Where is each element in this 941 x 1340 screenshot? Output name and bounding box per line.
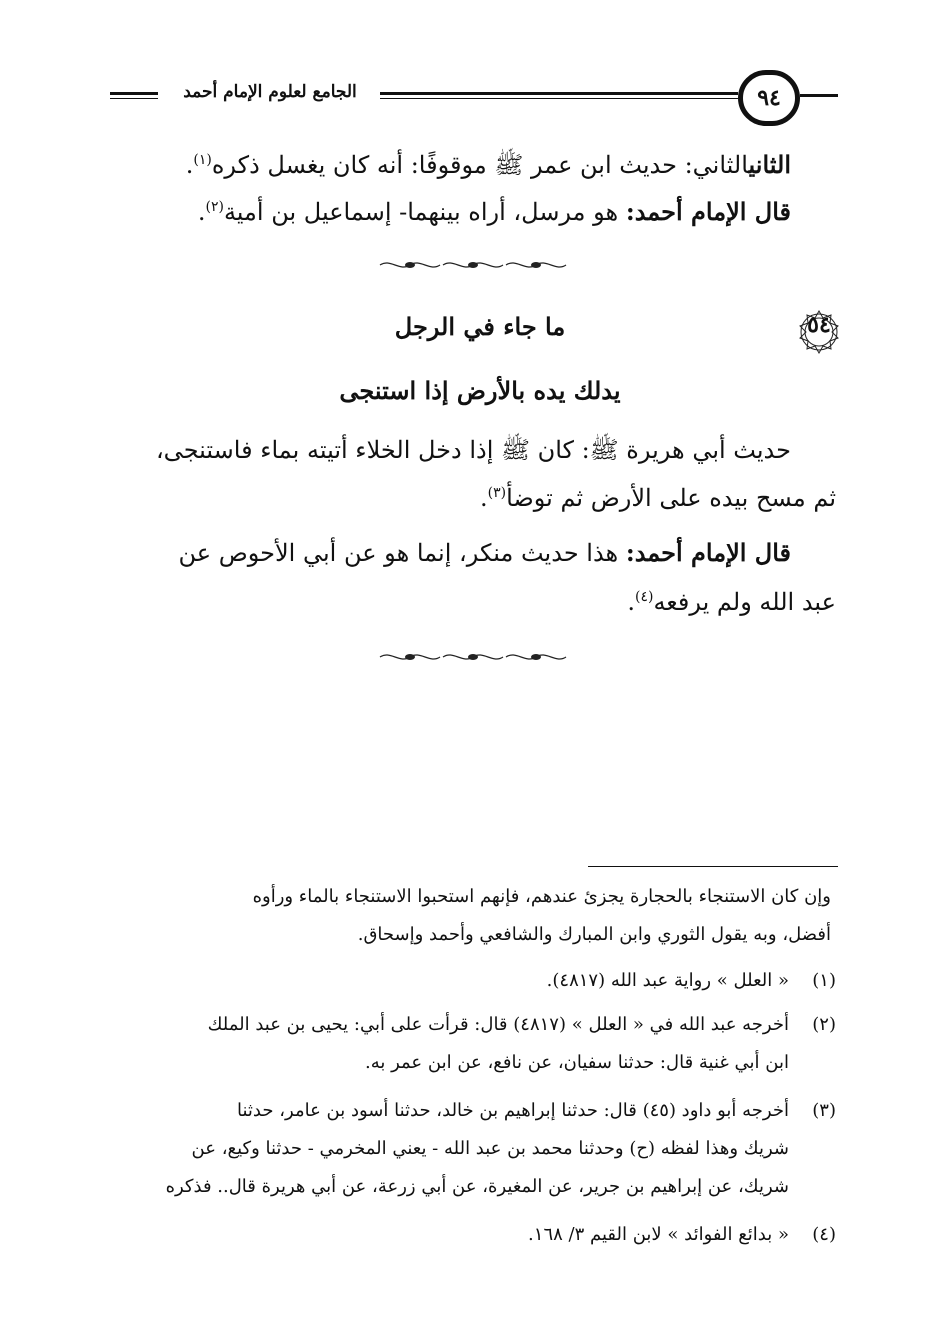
- para2-line1: قال الإمام أحمد: هذا حديث منكر، إنما هو عن أبي الأحوص عن: [178, 538, 791, 567]
- line2-text: هو مرسل، أراه بينهما- إسماعيل بن أمية: [223, 198, 626, 226]
- ref-2: (٢): [205, 199, 224, 215]
- ref-3: (٣): [487, 485, 507, 501]
- footnote-1: « العلل » رواية عبد الله (٤٨١٧).: [546, 970, 789, 991]
- footnote-number-4: (٤): [812, 1224, 836, 1245]
- footnote-3-line1: أخرجه أبو داود (٤٥) قال: حدثنا إبراهيم بن خالد، حدثنا أسود بن عامر، حدثنا: [236, 1100, 789, 1121]
- ref-1: (١): [193, 152, 212, 168]
- header-rule-right: [800, 94, 838, 97]
- para1-line2: ثم مسح بيده على الأرض ثم توضأ$^{(٣)}$.: [479, 484, 836, 512]
- footnote-number-2: (٢): [812, 1014, 836, 1035]
- line1-text: الثاني: حديث ابن عمر ﷺ موقوفًا: أنه كان يغسل ذكره: [211, 151, 749, 179]
- footnote-3-line3: شريك، عن إبراهيم بن جرير، عن المغيرة، عن أبي زرعة، عن أبي هريرة قال.. فذكره: [165, 1176, 789, 1197]
- para2-line2: عبد الله ولم يرفعه$^{(٤)}$.: [627, 588, 836, 616]
- footnote-number-1: (١): [812, 970, 836, 991]
- ornament-icon: [375, 258, 570, 272]
- section-number: ٥٤: [807, 312, 831, 338]
- header-rule-left-thin: [110, 98, 158, 99]
- header-rule-left: [110, 92, 158, 95]
- header-rule-middle-thin: [380, 98, 738, 99]
- page-number: ٩٤: [738, 70, 800, 126]
- section-subtitle: يدلك يده بالأرض إذا استنجى: [339, 376, 621, 405]
- footnote-continuation-1: وإن كان الاستنجاء بالحجارة يجزئ عندهم، فإنهم استحبوا الاستنجاء بالماء ورأوه: [252, 886, 831, 907]
- running-title: الجامع لعلوم الإمام أحمد: [183, 82, 357, 102]
- footnote-number-3: (٣): [812, 1100, 836, 1121]
- footnote-2-line2: ابن أبي غنية قال: حدثنا سفيان، عن نافع، عن ابن عمر به.: [364, 1052, 789, 1073]
- footnote-continuation-2: أفضل، وبه يقول الثوري وابن المبارك والشافعي وأحمد وإسحاق.: [357, 924, 831, 945]
- ref-4: (٤): [634, 589, 654, 605]
- footnote-2-line1: أخرجه عبد الله في « العلل » (٤٨١٧) قال: قرأت على أبي: يحيى بن عبد الملك: [207, 1014, 789, 1035]
- label-second: الثاني: [748, 150, 791, 179]
- header-rule-middle: [380, 92, 738, 95]
- footnote-3-line2: شريك وهذا لفظه (ح) وحدثنا محمد بن عبد الله - يعني المخرمي - حدثنا وكيع، عن: [191, 1138, 789, 1159]
- text-line-1: الثانيالثاني: حديث ابن عمر ﷺ موقوفًا: أنه كان يغسل ذكره$^{(١)}$.: [185, 150, 791, 179]
- ornament-icon: [375, 650, 570, 664]
- speaker-label-2: قال الإمام أحمد:: [625, 538, 791, 567]
- ornament-divider-2: [375, 650, 570, 664]
- text-line-2: قال الإمام أحمد: هو مرسل، أراه بينهما- إسماعيل بن أمية$^{(٢)}$.: [197, 197, 791, 226]
- ornament-divider-1: [375, 258, 570, 272]
- para1-line1: حديث أبي هريرة ﷺ: كان ﷺ إذا دخل الخلاء أتيته بماء فاستنجى،: [155, 436, 791, 464]
- speaker-label: قال الإمام أحمد:: [625, 197, 791, 226]
- footnote-4: « بدائع الفوائد » لابن القيم ٣/ ١٦٨.: [528, 1224, 789, 1245]
- footnote-rule: [588, 866, 838, 867]
- section-title: ما جاء في الرجل: [394, 312, 566, 341]
